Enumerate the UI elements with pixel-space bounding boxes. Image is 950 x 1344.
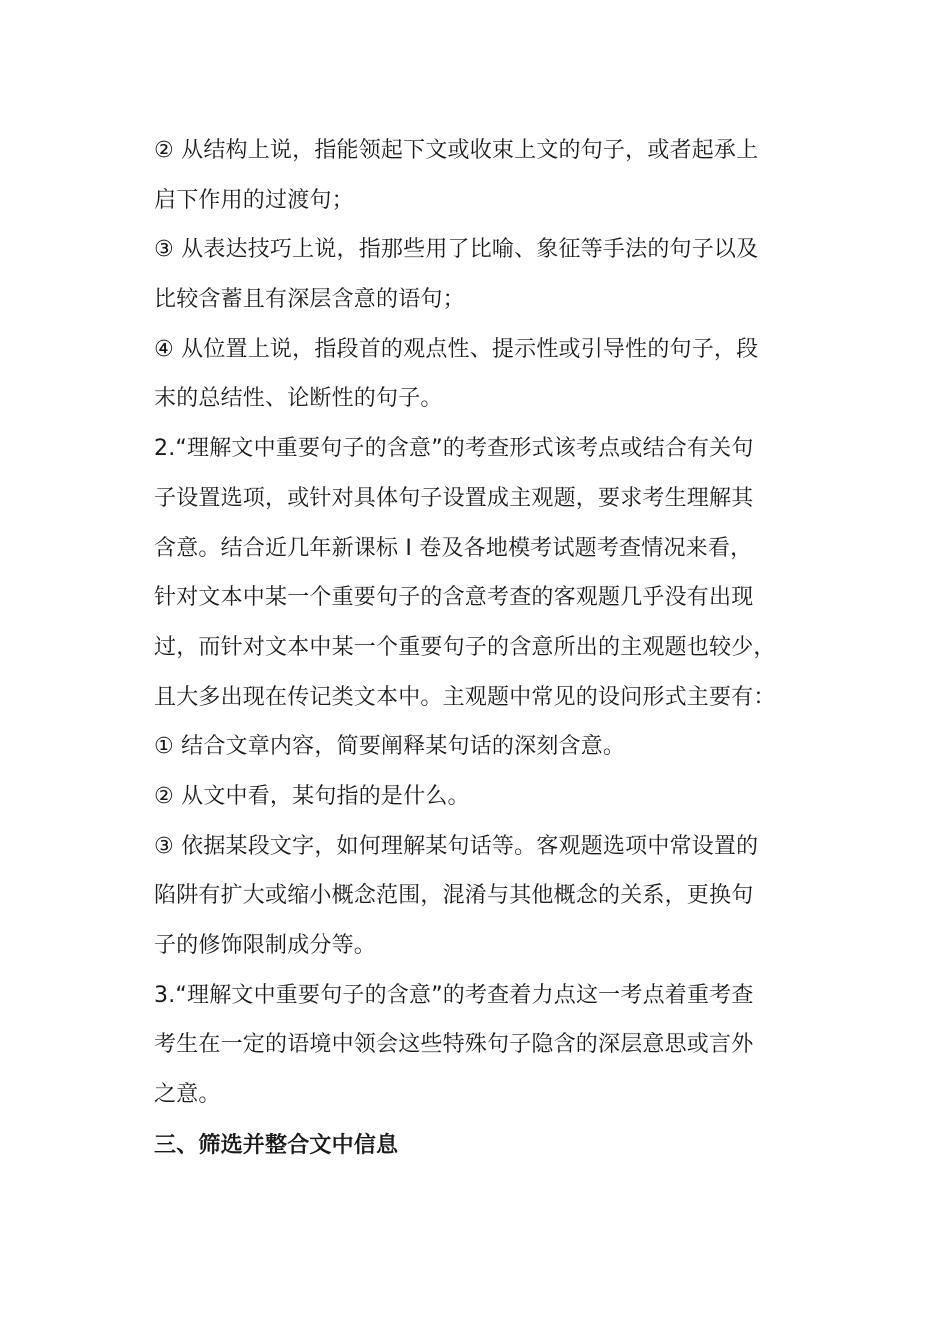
text-line: 比较含蓄且有深层含意的语句； [154, 287, 465, 313]
text-line: ③ 从表达技巧上说，指那些用了比喻、象征等手法的句子以及 [154, 237, 759, 263]
text-line: ③ 依据某段文字，如何理解某句话等。客观题选项中常设置的 [154, 833, 759, 859]
document-page [154, 126, 802, 1170]
text-line: 启下作用的过渡句； [154, 187, 354, 213]
text-line: 考生在一定的语境中领会这些特殊句子隐含的深层意思或言外 [154, 1032, 754, 1058]
text-line: ④ 从位置上说，指段首的观点性、提示性或引导性的句子，段 [154, 336, 759, 362]
text-line: 含意。结合近几年新课标 I 卷及各地模考试题考查情况来看， [154, 535, 753, 561]
text-line: ① 结合文章内容，简要阐释某句话的深刻含意。 [154, 734, 626, 760]
text-line: 之意。 [154, 1082, 221, 1108]
text-line: 陷阱有扩大或缩小概念范围，混淆与其他概念的关系，更换句 [154, 883, 754, 909]
text-line: 子设置选项，或针对具体句子设置成主观题，要求考生理解其 [154, 485, 754, 511]
text-line: ② 从结构上说，指能领起下文或收束上文的句子，或者起承上 [154, 138, 759, 163]
text-line: 针对文本中某一个重要句子的含意考查的客观题几乎没有出现 [154, 585, 754, 611]
text-line: 2.“理解文中重要句子的含意”的考查形式该考点或结合有关句 [154, 436, 754, 462]
text-line: 过，而针对文本中某一个重要句子的含意所出的主观题也较少， [154, 634, 776, 660]
text-line: 且大多出现在传记类文本中。主观题中常见的设问形式主要有： [154, 684, 776, 710]
text-line: 3.“理解文中重要句子的含意”的考查着力点这一考点着重考查 [154, 982, 754, 1008]
text-line: ② 从文中看，某句指的是什么。 [154, 783, 470, 809]
section-heading: 三、筛选并整合文中信息 [154, 1132, 399, 1158]
text-line: 子的修饰限制成分等。 [154, 933, 377, 958]
text-line: 末的总结性、论断性的句子。 [154, 386, 443, 412]
